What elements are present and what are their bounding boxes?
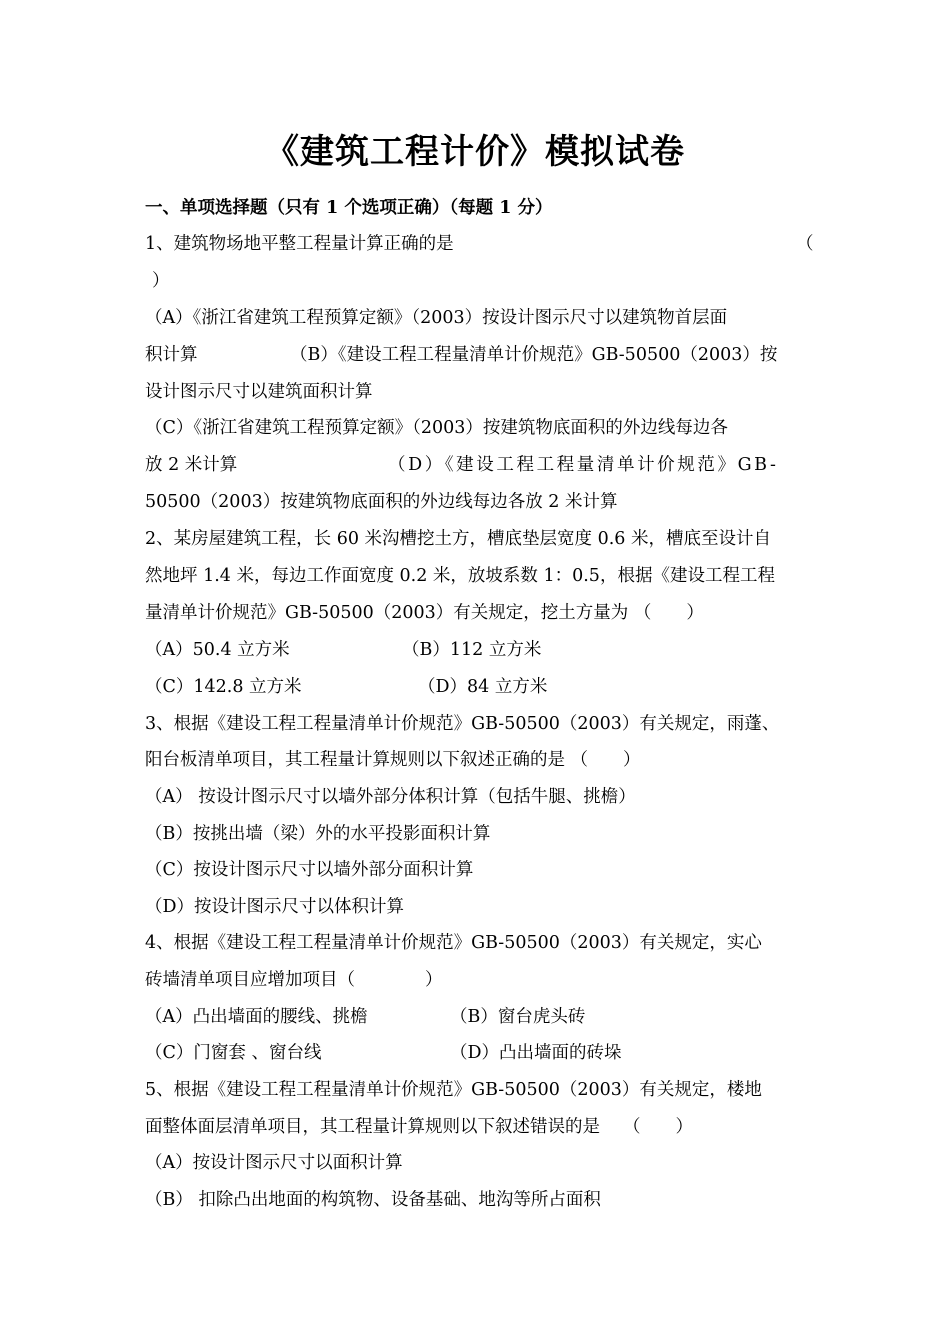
section-heading: 一、单项选择题（只有 1 个选项正确）（每题 1 分） bbox=[145, 198, 553, 218]
q4-option-c: （C）门窗套 、窗台线 bbox=[145, 1043, 322, 1063]
q3-stem-line2: 阳台板清单项目，其工程量计算规则以下叙述正确的是 （ ） bbox=[145, 750, 641, 770]
q4-option-b: （B）窗台虎头砖 bbox=[450, 1007, 586, 1027]
q4-option-d: （D）凸出墙面的砖垛 bbox=[450, 1043, 622, 1063]
q3-option-a: （A） 按设计图示尺寸以墙外部分体积计算（包括牛腿、挑檐） bbox=[145, 787, 636, 807]
q4-stem-line2: 砖墙清单项目应增加项目（ ） bbox=[145, 970, 443, 990]
q1-option-b-line2: 设计图示尺寸以建筑面积计算 bbox=[145, 382, 373, 402]
q3-option-b: （B）按挑出墙（梁）外的水平投影面积计算 bbox=[145, 824, 491, 844]
q1-answer-paren-close: ） bbox=[152, 271, 170, 291]
q1-option-d-line2: 50500（2003）按建筑物底面积的外边线每边各放 2 米计算 bbox=[145, 492, 618, 512]
q5-option-a: （A）按设计图示尺寸以面积计算 bbox=[145, 1153, 403, 1173]
q3-option-d: （D）按设计图示尺寸以体积计算 bbox=[145, 897, 405, 917]
q1-option-d-line1: （D）《建设工程工程量清单计价规范》GB- bbox=[388, 455, 779, 475]
q5-stem-line1: 5、根据《建设工程工程量清单计价规范》GB-50500（2003）有关规定，楼地 bbox=[145, 1080, 762, 1100]
q2-option-b: （B）112 立方米 bbox=[402, 640, 542, 660]
q1-answer-paren-open: （ bbox=[796, 234, 814, 254]
q1-option-c-line1: （C）《浙江省建筑工程预算定额》（2003）按建筑物底面积的外边线每边各 bbox=[145, 418, 728, 438]
q1-option-a-line2: 积计算 bbox=[145, 345, 198, 365]
q2-option-c: （C）142.8 立方米 bbox=[145, 677, 302, 697]
q1-stem: 1、建筑物场地平整工程量计算正确的是 bbox=[145, 234, 454, 254]
q3-option-c: （C）按设计图示尺寸以墙外部分面积计算 bbox=[145, 860, 474, 880]
q5-option-b: （B） 扣除凸出地面的构筑物、设备基础、地沟等所占面积 bbox=[145, 1190, 601, 1210]
q1-option-a-line1: （A）《浙江省建筑工程预算定额》（2003）按设计图示尺寸以建筑物首层面 bbox=[145, 308, 728, 328]
q2-option-a: （A）50.4 立方米 bbox=[145, 640, 290, 660]
q2-stem-line1: 2、某房屋建筑工程，长 60 米沟槽挖土方，槽底垫层宽度 0.6 米，槽底至设计自 bbox=[145, 529, 771, 549]
q2-stem-line2: 然地坪 1.4 米，每边工作面宽度 0.2 米，放坡系数 1：0.5，根据《建设工程工程 bbox=[145, 566, 775, 586]
q4-stem-line1: 4、根据《建设工程工程量清单计价规范》GB-50500（2003）有关规定，实心 bbox=[145, 933, 762, 953]
q1-option-b-line1: （B）《建设工程工程量清单计价规范》GB-50500（2003）按 bbox=[290, 345, 778, 365]
q5-stem-line2: 面整体面层清单项目，其工程量计算规则以下叙述错误的是 （ ） bbox=[145, 1117, 694, 1137]
q4-option-a: （A）凸出墙面的腰线、挑檐 bbox=[145, 1007, 368, 1027]
q1-option-c-line2: 放 2 米计算 bbox=[145, 455, 238, 475]
page-title: 《建筑工程计价》模拟试卷 bbox=[265, 132, 685, 172]
q2-option-d: （D）84 立方米 bbox=[418, 677, 548, 697]
q3-stem-line1: 3、根据《建设工程工程量清单计价规范》GB-50500（2003）有关规定，雨蓬、 bbox=[145, 714, 780, 734]
q2-stem-line3: 量清单计价规范》GB-50500（2003）有关规定，挖土方量为 （ ） bbox=[145, 603, 704, 623]
